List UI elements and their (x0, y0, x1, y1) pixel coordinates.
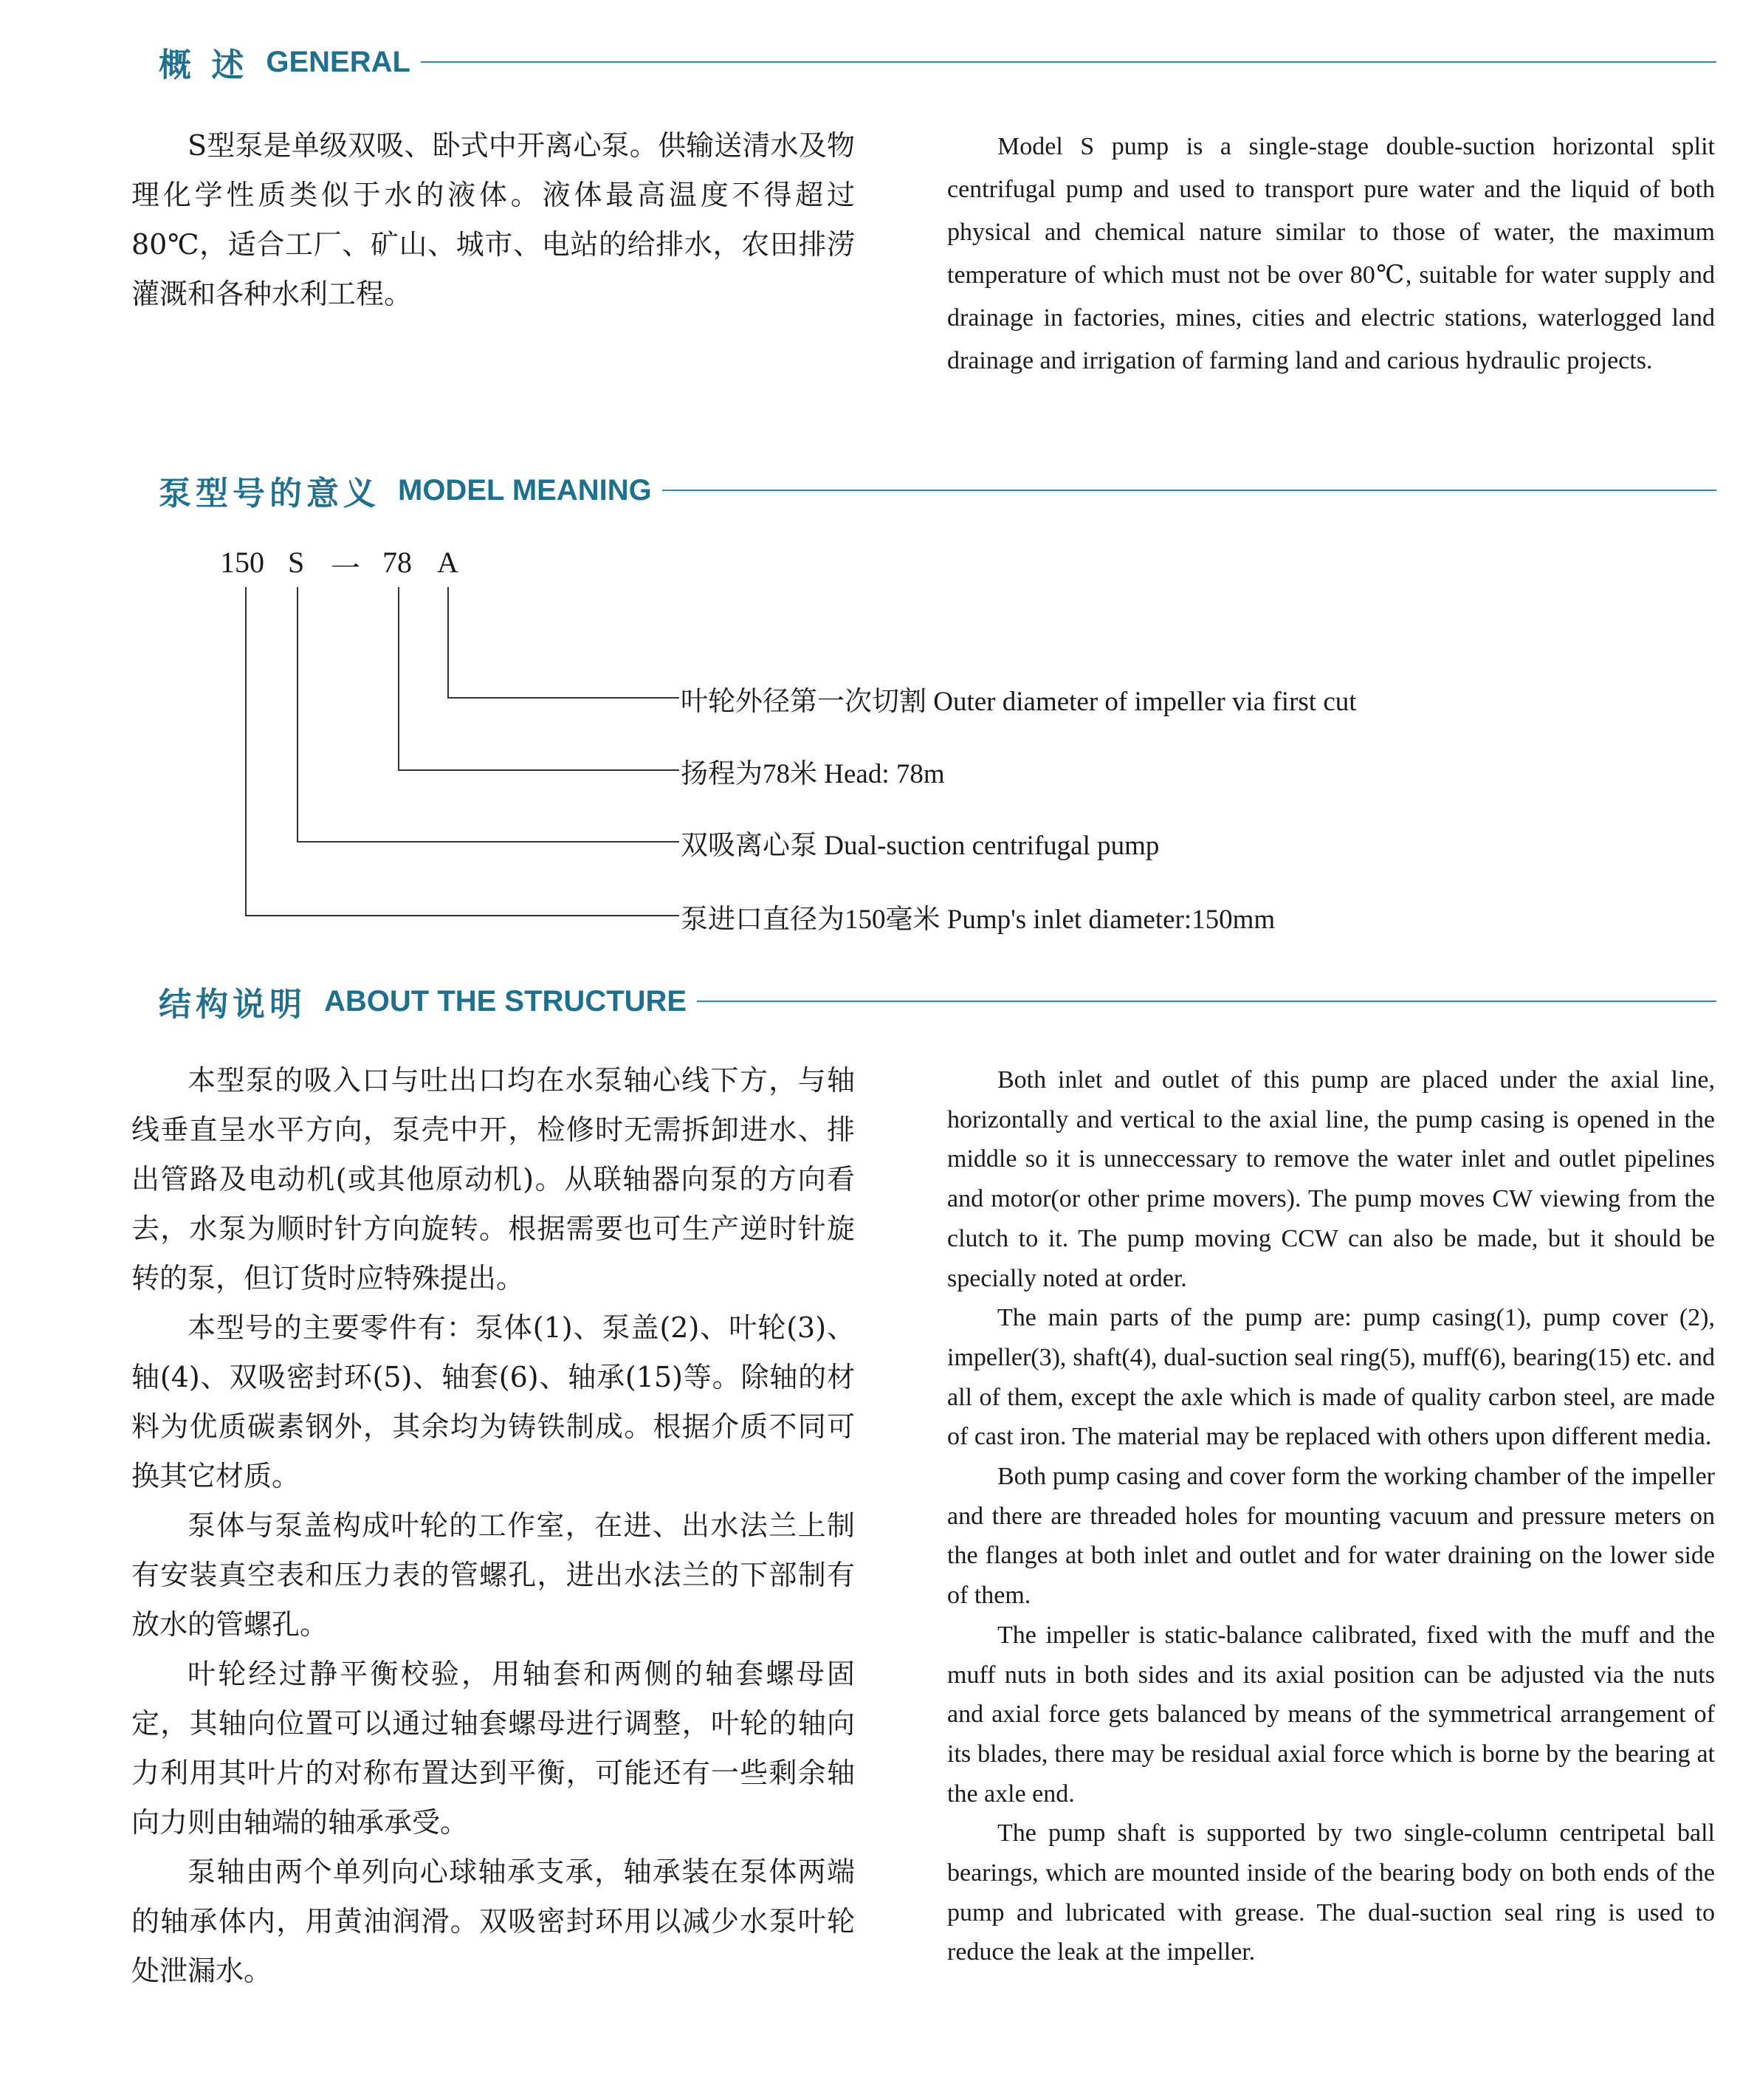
paragraph-en: The impeller is static-balance calibrated, fixed with the muff and the muff nuts in both sides and its axial position can be adjusted via the nuts and axial force gets balanced by means of the symmetrical arrangement of its blades, there may be residual axial force which is borne by the bearing at the axle end. (947, 1621, 1715, 1808)
leader-line-head (399, 587, 679, 770)
paragraph-en: Both pump casing and cover form the working chamber of the impeller and there are threaded holes for mounting vacuum and pressure meters on the flanges at both inlet and outlet and for water draining on the lower side of them. (947, 1463, 1715, 1610)
leader-line-type (298, 587, 679, 842)
structure-text-en (947, 1060, 1715, 1972)
code-part-diameter: 150 (220, 546, 264, 579)
paragraph-en: Model S pump is a single-stage double-suction horizontal split centrifugal pump and used to transport pure water and the liquid of both physical and chemical nature similar to those of water, the maximum temperature of which must not be over 80℃, suitable for water supply and drainage in factories, mines, cities and electric stations, waterlogged land drainage and irrigation of farming land and carious hydraulic projects. (947, 133, 1715, 374)
paragraph-cn: 叶轮经过静平衡校验，用轴套和两侧的轴套螺母固定，其轴向位置可以通过轴套螺母进行调整，叶轮的轴向力利用其叶片的对称布置达到平衡，可能还有一些剩余轴向力则由轴端的轴承承受。 (131, 1658, 855, 1839)
code-part-cut: A (437, 546, 458, 579)
paragraph-en: The pump shaft is supported by two single-column centripetal ball bearings, which are mounted inside of the bearing body on both ends of the pump and lubricated with grease. The dual-suction seal ring is used to reduce the leak at the impeller. (947, 1819, 1715, 1966)
paragraph-en: Both inlet and outlet of this pump are placed under the axial line, horizontally and vertical to the axial line, the pump casing is opened in the middle so it is unneccessary to remove the water inlet and outlet pipelines and motor(or other prime movers). The pump moves CW viewing from the clutch to it. The pump moving CCW can also be made, but it should be specially noted at order. (947, 1066, 1715, 1292)
leader-line-diameter (246, 587, 679, 916)
paragraph-cn: 泵轴由两个单列向心球轴承支承，轴承装在泵体两端的轴承体内，用黄油润滑。双吸密封环用以减少水泵叶轮处泄漏水。 (131, 1856, 855, 1987)
model-desc-diameter: 泵进口直径为150毫米 Pump's inlet diameter:150mm (681, 905, 1276, 935)
code-part-type: S (288, 546, 305, 579)
model-desc-type: 双吸离心泵 Dual-suction centrifugal pump (681, 831, 1160, 861)
paragraph-cn: 本型泵的吸入口与吐出口均在水泵轴心线下方，与轴线垂直呈水平方向，泵壳中开，检修时无需拆卸进水、排出管路及电动机(或其他原动机)。从联轴器向泵的方向看去，水泵为顺时针方向旋转。根据需要也可生产逆时针旋转的泵，但订货时应特殊提出。 (131, 1064, 855, 1294)
section-title-cn: 泵型号的意义 (159, 475, 380, 512)
section-title-cn: 结构说明 (159, 986, 306, 1023)
section-title-en: ABOUT THE STRUCTURE (324, 984, 687, 1018)
paragraph-en: The main parts of the pump are: pump casing(1), pump cover (2), impeller(3), shaft(4), dual-suction seal ring(5), muff(6), bearing(15) etc. and all of them, except the axle which is made of quality carbon steel, are made of cast iron. The material may be replaced with others upon different media. (947, 1304, 1715, 1451)
section-title-cn: 概 述 (159, 47, 249, 84)
code-part-head: 78 (382, 546, 412, 579)
model-desc-cut: 叶轮外径第一次切割 Outer diameter of impeller via first cut (681, 687, 1357, 717)
model-desc-head: 扬程为78米 Head: 78m (681, 759, 945, 789)
section-header-structure (159, 978, 1716, 1025)
paragraph-cn: 本型号的主要零件有：泵体(1)、泵盖(2)、叶轮(3)、轴(4)、双吸密封环(5)、轴套(6)、轴承(15)等。除轴的材料为优质碳素钢外，其余均为铸铁制成。根据介质不同可换其它材质。 (131, 1311, 855, 1492)
code-part-dash: 一 (331, 552, 360, 585)
section-divider (697, 1001, 1716, 1002)
structure-text-cn (131, 1056, 855, 1996)
section-title-en: GENERAL (266, 45, 410, 78)
section-title-en: MODEL MEANING (398, 473, 652, 507)
paragraph-cn: 泵体与泵盖构成叶轮的工作室，在进、出水法兰上制有安装真空表和压力表的管螺孔，进出水法兰的下部制有放水的管螺孔。 (131, 1509, 855, 1641)
paragraph-cn: S型泵是单级双吸、卧式中开离心泵。供输送清水及物理化学性质类似于水的液体。液体最高温度不得超过80℃，适合工厂、矿山、城市、电站的给排水，农田排涝灌溉和各种水利工程。 (131, 129, 855, 310)
leader-line-cut (448, 587, 679, 698)
